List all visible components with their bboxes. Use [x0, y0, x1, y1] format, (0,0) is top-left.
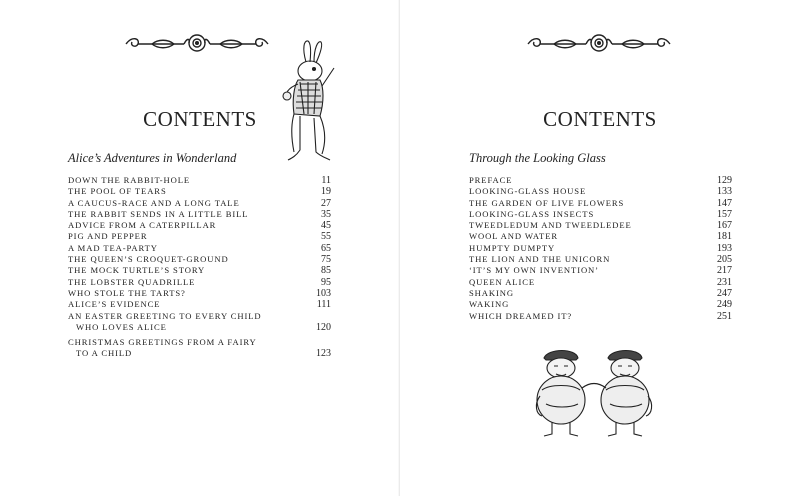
toc-entry-page: 103: [316, 287, 331, 299]
toc-entry-title: HUMPTY DUMPTY: [469, 242, 556, 253]
toc-entry-title: THE MOCK TURTLE’S STORY: [68, 265, 206, 276]
toc-entry[interactable]: [68, 311, 331, 322]
toc-entry-title: A CAUCUS-RACE AND A LONG TALE: [68, 197, 240, 208]
toc-entry[interactable]: [469, 220, 732, 231]
book-subtitle: Alice’s Adventures in Wonderland: [68, 151, 237, 165]
toc-entry-title: DOWN THE RABBIT-HOLE: [68, 175, 191, 185]
toc-entry[interactable]: [68, 231, 331, 242]
flourish-ornament-icon: [524, 32, 674, 54]
book-subtitle: Through the Looking Glass: [469, 151, 606, 165]
toc-entry-page: 181: [717, 231, 732, 243]
toc-entry[interactable]: [469, 277, 732, 288]
toc-entry-title: A MAD TEA-PARTY: [68, 242, 158, 253]
toc-entry-page: 193: [717, 242, 732, 254]
white-rabbit-illustration: [270, 38, 340, 166]
toc-entry-title: CHRISTMAS GREETINGS FROM A FAIRY: [68, 337, 257, 348]
toc-entry-page: 147: [717, 197, 732, 209]
toc-entry-page: 120: [316, 321, 331, 333]
toc-entry-title: THE LION AND THE UNICORN: [469, 254, 611, 265]
toc-entry-title: THE GARDEN OF LIVE FLOWERS: [469, 197, 625, 208]
toc-entry-title: WHO STOLE THE TARTS?: [68, 287, 186, 298]
toc-entry-page: 19: [321, 186, 331, 198]
toc-entry-page: 249: [717, 299, 732, 311]
tweedledum-tweedledee-illustration: [530, 344, 658, 440]
toc-entry-page: 129: [717, 175, 732, 186]
toc-entry-page: 95: [321, 276, 331, 288]
page-title: CONTENTS: [543, 107, 657, 131]
toc-entry[interactable]: [68, 288, 331, 299]
toc-entry-page: 157: [717, 208, 732, 220]
toc-entry-title: WOOL AND WATER: [469, 231, 558, 242]
flourish-ornament-icon: [122, 32, 272, 54]
toc-entry[interactable]: [469, 209, 732, 220]
toc-entry-title: THE QUEEN’S CROQUET-GROUND: [68, 254, 229, 265]
toc-entry[interactable]: [68, 299, 331, 310]
toc-entry[interactable]: [469, 243, 732, 254]
toc-entry-page: 27: [321, 197, 331, 209]
toc-entry[interactable]: [469, 311, 732, 322]
toc-entry-page: 55: [321, 231, 331, 243]
toc-entry-title: LOOKING-GLASS INSECTS: [469, 208, 595, 219]
toc-entry[interactable]: [469, 175, 732, 186]
toc-entry-title: THE RABBIT SENDS IN A LITTLE BILL: [68, 208, 249, 219]
toc-entry[interactable]: [469, 299, 732, 310]
page-title: CONTENTS: [143, 107, 257, 131]
toc-entry[interactable]: [469, 265, 732, 276]
toc-entry[interactable]: [68, 265, 331, 276]
toc-entry-title: PREFACE: [469, 175, 513, 185]
toc-entry-title: ALICE’S EVIDENCE: [68, 299, 161, 310]
toc-entry-page: 231: [717, 276, 732, 288]
toc-entry-title: SHAKING: [469, 287, 514, 298]
right-page: [400, 0, 800, 496]
toc-entry-continuation[interactable]: [68, 322, 331, 333]
toc-entry-title: THE POOL OF TEARS: [68, 186, 167, 197]
toc-entry-title: LOOKING-GLASS HOUSE: [469, 186, 587, 197]
table-of-contents: [68, 175, 331, 360]
toc-entry[interactable]: [469, 254, 732, 265]
toc-entry-page: 65: [321, 242, 331, 254]
toc-entry-page: 111: [316, 299, 331, 311]
toc-entry-page: 217: [717, 265, 732, 277]
toc-entry-title: QUEEN ALICE: [469, 276, 535, 287]
toc-entry[interactable]: [68, 186, 331, 197]
toc-entry-page: 205: [717, 254, 732, 266]
toc-entry-page: 133: [717, 186, 732, 198]
toc-entry[interactable]: [68, 254, 331, 265]
toc-entry-title: WHICH DREAMED IT?: [469, 310, 573, 321]
toc-entry[interactable]: [68, 198, 331, 209]
toc-entry[interactable]: [469, 288, 732, 299]
toc-entry[interactable]: [469, 231, 732, 242]
toc-entry-page: 123: [316, 348, 331, 360]
toc-entry-title: WAKING: [469, 299, 510, 310]
toc-entry[interactable]: [469, 198, 732, 209]
toc-entry[interactable]: [68, 209, 331, 220]
toc-entry[interactable]: [68, 175, 331, 186]
toc-entry-continuation[interactable]: [68, 348, 331, 359]
toc-entry-title: TWEEDLEDUM AND TWEEDLEDEE: [469, 220, 632, 231]
toc-entry-title: WHO LOVES ALICE: [76, 321, 167, 332]
toc-entry-page: 45: [321, 220, 331, 232]
toc-entry[interactable]: [469, 186, 732, 197]
toc-entry-page: 247: [717, 287, 732, 299]
toc-entry-page: 167: [717, 220, 732, 232]
table-of-contents: [469, 175, 732, 322]
toc-entry-title: PIG AND PEPPER: [68, 231, 148, 242]
toc-entry[interactable]: [68, 277, 331, 288]
toc-entry[interactable]: [68, 243, 331, 254]
toc-entry-title: ADVICE FROM A CATERPILLAR: [68, 220, 217, 231]
toc-entry-page: 11: [321, 175, 331, 186]
toc-entry-title: ‘IT’S MY OWN INVENTION’: [469, 265, 599, 276]
toc-entry[interactable]: [68, 220, 331, 231]
toc-entry-page: 85: [321, 265, 331, 277]
toc-entry-title: THE LOBSTER QUADRILLE: [68, 276, 196, 287]
toc-entry[interactable]: [68, 337, 331, 348]
toc-entry-page: 251: [717, 310, 732, 322]
toc-entry-page: 75: [321, 254, 331, 266]
toc-entry-title: AN EASTER GREETING TO EVERY CHILD: [68, 310, 262, 321]
toc-entry-page: 35: [321, 208, 331, 220]
toc-entry-title: TO A CHILD: [76, 348, 133, 359]
